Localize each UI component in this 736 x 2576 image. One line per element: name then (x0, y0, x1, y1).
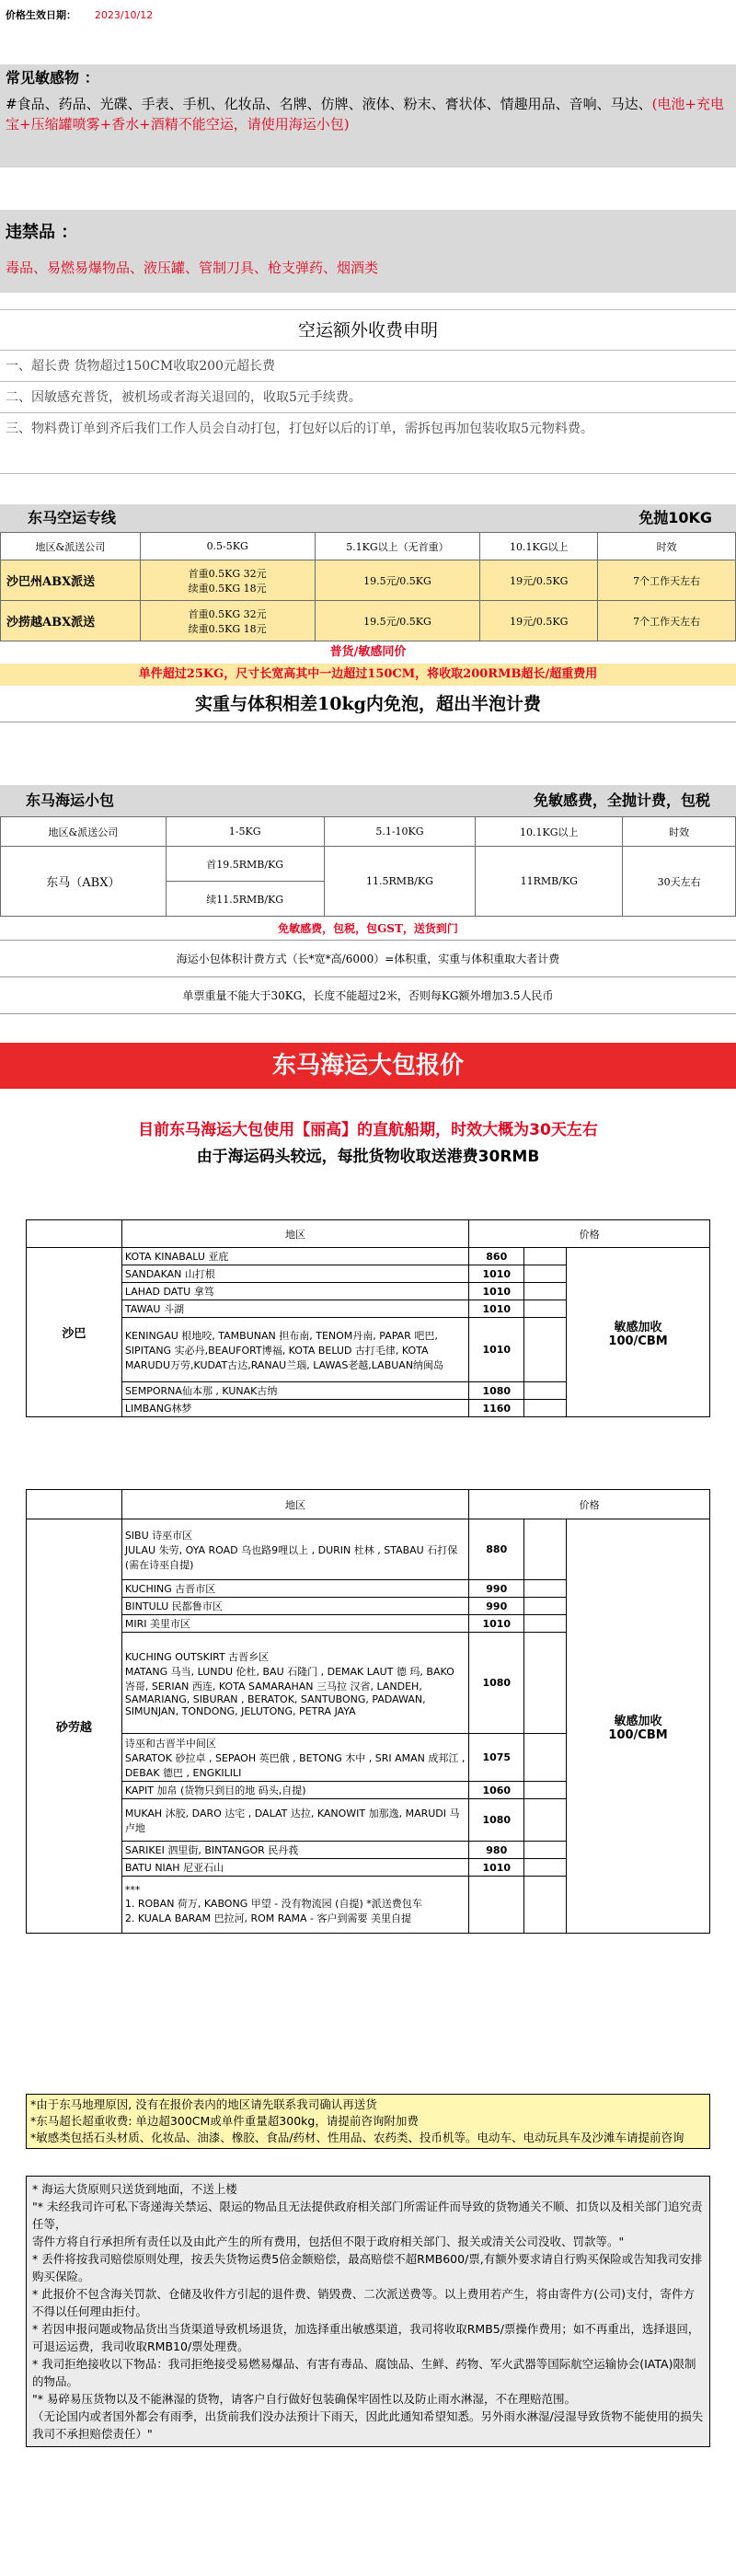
shipping-notes-grey (26, 2176, 710, 2447)
spacer-cell (524, 1382, 567, 1400)
area-cell: LIMBANG林梦 (121, 1400, 468, 1417)
column-header: 时效 (598, 533, 736, 560)
sensitive-items-list: #食品、药品、光碟、手表、手机、化妆品、名牌、仿牌、液体、粉末、膏状体、情趣用品、音响、马达、 (6, 96, 652, 112)
transit-time-cell: 30天左右 (623, 847, 736, 917)
note-line: *由于东马地理原因, 没有在报价表内的地区请先联系我司确认再送货 (30, 2097, 377, 2111)
surcharge-item: 一、超长费 货物超过150CM收取200元超长费 (0, 351, 736, 382)
effective-date-label: 价格生效日期： (6, 9, 76, 21)
shipping-notes-yellow (26, 2094, 710, 2149)
surcharge-section (0, 309, 736, 474)
note-line: 寄件方将自行承担所有责任以及由此产生的所有费用，包括但不限于政府相关部门、报关或清关公司没收、罚款等。" (32, 2235, 625, 2248)
price-cell: 11.5RMB/KG (324, 847, 476, 917)
table-row (1, 560, 736, 601)
price-cell: 11RMB/KG (476, 847, 623, 917)
spacer-cell (524, 1877, 567, 1934)
price-cell: 1080 (469, 1633, 524, 1734)
note-line: * 我司拒绝接收以下物品：我司拒绝接受易燃易爆品、有害有毒品、腐蚀品、生鲜、药物、军火武器等国际航空运输协会(IATA)限制的物品。 (32, 2357, 696, 2388)
area-cell: *** 1. ROBAN 荷万, KABONG 甲望 - 没有物流园 (自提) *派送费包车 2. KUALA BARAM 巴拉河, ROM RAMA - 客户到需要 美里自提 (121, 1877, 468, 1934)
area-cell: KOTA KINABALU 亚庇 (121, 1248, 468, 1265)
spacer-cell (524, 1615, 567, 1633)
sea-big-banner: 东马海运大包报价 (0, 1043, 736, 1089)
price-cell: 1010 (469, 1859, 524, 1877)
price-cell: 19.5元/0.5KG (315, 601, 480, 641)
first-weight-price: 首重0.5KG 32元 (188, 607, 267, 620)
sensitive-items-text (6, 94, 730, 134)
prohibited-list: 毒品、易燃易爆物品、液压罐、管制刀具、枪支弹药、烟酒类 (6, 260, 379, 276)
area-cell: KUCHING OUTSKIRT 古晋乡区 MATANG 马当, LUNDU 伦杜, BAU 石隆门 , DEMAK LAUT 德 玛, BAKO 峇哥, SERIAN 西连, KOTA SAMARAHAN 三马拉 汉省, LANDEH, SAMARIANG, SIBURAN , BERATOK, SANTUBONG, PADAWAN, SIMUNJAN, TONDONG, JELUTONG, PETRA JAYA (121, 1633, 468, 1734)
column-header: 5.1KG以上（无首重） (315, 533, 480, 560)
table-header-row (1, 533, 736, 560)
spacer-cell (524, 1859, 567, 1877)
spacer-cell (524, 1598, 567, 1615)
first-weight-cell (140, 601, 315, 641)
area-cell: SIBU 诗巫市区 JULAU 朱劳, OYA ROAD 乌也路9哩以上 , DURIN 杜林 , STABAU 石打保 (需在诗巫自提) (121, 1519, 468, 1580)
prohibited-title: 违禁品 ： (6, 223, 78, 242)
column-header: 时效 (623, 817, 736, 847)
region-cell: 沙捞越ABX派送 (1, 601, 141, 641)
extra-weight-price: 续重0.5KG 18元 (188, 622, 267, 635)
spacer-cell (524, 1799, 567, 1842)
column-header: 1-5KG (166, 817, 324, 847)
sea-small-header (0, 785, 736, 816)
price-cell: 19.5元/0.5KG (315, 560, 480, 601)
price-cell: 990 (469, 1598, 524, 1615)
price-cell: 19元/0.5KG (480, 601, 598, 641)
region-cell: 沙巴州ABX派送 (1, 560, 141, 601)
sensitive-items-warning: (电池+充电宝+压缩罐喷雾+香水+酒精不能空运，请使用海运小包) (6, 96, 724, 133)
extra-weight-price: 续重0.5KG 18元 (188, 582, 267, 595)
price-cell: 1160 (469, 1400, 524, 1417)
spacer-cell (524, 1400, 567, 1417)
spacer-cell (524, 1580, 567, 1598)
price-header: 价格 (469, 1490, 710, 1519)
sabah-price-table (26, 1219, 710, 1417)
area-cell: TAWAU 斗湖 (121, 1300, 468, 1318)
spacer-cell (524, 1283, 567, 1300)
column-header: 10.1KG以上 (480, 533, 598, 560)
column-header: 5.1-10KG (324, 817, 476, 847)
sensitive-surcharge-cell: 敏感加收 100/CBM (567, 1248, 710, 1417)
note-line: *东马超长超重收费: 单边超300CM或单件重量超300kg，请提前咨询附加费 (30, 2114, 419, 2128)
price-cell: 19元/0.5KG (480, 560, 598, 601)
surcharge-title: 空运额外收费申明 (0, 310, 736, 351)
area-cell: LAHAD DATU 拿笃 (121, 1283, 468, 1300)
price-cell: 1080 (469, 1799, 524, 1842)
table-header-row (1, 817, 736, 847)
area-cell: BATU NIAH 尼亚石山 (121, 1859, 468, 1877)
area-header: 地区 (121, 1490, 468, 1519)
price-cell: 1080 (469, 1382, 524, 1400)
table-row (1, 847, 736, 882)
area-cell: SARIKEI 泗里街, BINTANGOR 民丹莪 (121, 1842, 468, 1859)
area-cell: KENINGAU 根地咬, TAMBUNAN 担布南, TENOM丹南, PAPAR 吧巴, SIPITANG 实必丹,BEAUFORT博福, KOTA BELUD 古打毛律, KOTA MARUDU万劳,KUDAT古达,RANAU兰瑙, LAWAS老越,LABUAN纳闽岛 (121, 1318, 468, 1382)
sea-small-title: 东马海运小包 (26, 791, 115, 809)
first-weight-price: 首19.5RMB/KG (166, 847, 324, 882)
air-freight-oversize-note: 单件超过25KG，尺寸长宽高其中一边超过150CM，将收取200RMB超长/超重费用 (0, 664, 736, 686)
note-line: * 丢件将按我司赔偿原则处理，按丢失货物运费5倍金额赔偿，最高赔偿不超RMB600/票,有额外要求请自行购买保险或告知我司安排购买保险。 (32, 2252, 703, 2283)
column-header: 10.1KG以上 (476, 817, 623, 847)
price-cell: 1010 (469, 1283, 524, 1300)
sea-big-port-fee: 由于海运码头较远，每批货物收取送港费30RMB (196, 1148, 540, 1166)
note-line: （无论国内或者国外都会有雨季，出货前我们没办法预计下雨天，因此此通知希望知悉。另外雨水淋湿/浸湿导致货物不能使用的损失我司不承担赔偿责任）" (32, 2409, 704, 2441)
price-cell (469, 1877, 524, 1934)
sea-small-included-note: 免敏感费，包税，包GST，送货到门 (0, 917, 736, 941)
effective-date-value: 2023/10/12 (94, 9, 154, 21)
price-cell: 1010 (469, 1300, 524, 1318)
sea-big-subtitle: 目前东马海运大包使用【丽高】的直航船期，时效大概为30天左右 (138, 1121, 598, 1139)
note-line: * 若因申报问题或物品货出当货渠道导致机场退货，加选择重出敏感渠道，我司将收取RMB5/票操作费用；如不再重出，选择退回，可退运运费，我司收取RMB10/票处理费。 (32, 2322, 700, 2353)
sea-small-volume-note: 海运小包体积计费方式（长*宽*高/6000）=体积重，实重与体积重取大者计费 (0, 941, 736, 977)
air-freight-section (0, 504, 736, 722)
area-cell: 诗巫和古晋半中间区 SARATOK 砂拉卓 , SEPAOH 英巴俄 , BETONG 木中 , SRI AMAN 成邦江 , DEBAK 德巴 , ENGKILILI (121, 1734, 468, 1782)
area-cell: BINTULU 民都鲁市区 (121, 1598, 468, 1615)
price-cell: 1010 (469, 1318, 524, 1382)
state-cell: 砂劳越 (27, 1519, 122, 1934)
first-weight-price: 首重0.5KG 32元 (188, 567, 267, 580)
air-freight-note: 免抛10KG (638, 509, 712, 526)
first-weight-cell (140, 560, 315, 601)
spacer-cell (524, 1842, 567, 1859)
sea-small-note: 免敏感费，全抛计费，包税 (533, 791, 710, 809)
transit-time-cell: 7个工作天左右 (598, 601, 736, 641)
air-freight-table (0, 532, 736, 641)
surcharge-item: 二、因敏感充普货，被机场或者海关退回的，收取5元手续费。 (0, 382, 736, 413)
price-cell: 880 (469, 1519, 524, 1580)
sea-small-table (0, 816, 736, 917)
spacer-cell (524, 1318, 567, 1382)
price-cell: 860 (469, 1248, 524, 1265)
column-header: 地区&派送公司 (1, 817, 167, 847)
air-freight-header (0, 504, 736, 532)
table-row (1, 601, 736, 641)
price-cell: 980 (469, 1842, 524, 1859)
prohibited-section (0, 210, 736, 293)
spacer-cell (524, 1633, 567, 1734)
sarawak-price-table (26, 1489, 710, 1934)
note-line: "* 未经我司许可私下寄递海关禁运、限运的物品且无法提供政府相关部门所需证件而导致的货物通关不顺、扣货以及相关部门追究责任等， (32, 2200, 703, 2231)
price-cell: 1060 (469, 1782, 524, 1799)
table-row (27, 1519, 710, 1580)
air-freight-title: 东马空运专线 (28, 509, 117, 526)
price-header: 价格 (469, 1220, 710, 1248)
sensitive-surcharge-cell: 敏感加收 100/CBM (567, 1519, 710, 1934)
state-cell: 沙巴 (27, 1248, 122, 1417)
note-line: * 此报价不包含海关罚款、仓储及收件方引起的退件费、销毁费、二次派送费等。以上费用若产生，将由寄件方(公司)支付，寄件方不得以任何理由拒付。 (32, 2287, 695, 2318)
transit-time-cell: 7个工作天左右 (598, 560, 736, 601)
area-cell: MIRI 美里市区 (121, 1615, 468, 1633)
sea-small-limit-note: 单票重量不能大于30KG，长度不能超过2米，否则每KG额外增加3.5人民币 (0, 977, 736, 1014)
spacer-cell (524, 1300, 567, 1318)
air-freight-same-price-note: 普货/敏感同价 (329, 645, 407, 659)
surcharge-item: 三、物料费订单到齐后我们工作人员会自动打包，打包好以后的订单，需拆包再加包装收取5元物料费。 (6, 422, 593, 436)
area-cell: MUKAH 沐胶, DARO 达宅 , DALAT 达拉, KANOWIT 加那逸, MARUDI 马卢地 (121, 1799, 468, 1842)
area-cell: SANDAKAN 山打根 (121, 1265, 468, 1283)
column-header: 地区&派送公司 (1, 533, 141, 560)
column-header: 0.5-5KG (140, 533, 315, 560)
spacer-cell (524, 1782, 567, 1799)
price-cell: 1075 (469, 1734, 524, 1782)
note-line: *敏感类包括石头材质、化妆品、油漆、橡胶、食品/药材、性用品、农药类、投币机等。电动车、电动玩具车及沙滩车请提前咨询 (30, 2131, 684, 2144)
note-line: "* 易碎易压货物以及不能淋湿的货物，请客户自行做好包装确保牢固性以及防止雨水淋湿，不在理赔范围。 (32, 2392, 576, 2406)
area-cell: KUCHING 古晋市区 (121, 1580, 468, 1598)
spacer-cell (524, 1519, 567, 1580)
price-cell: 1010 (469, 1265, 524, 1283)
extra-weight-price: 续11.5RMB/KG (166, 882, 324, 917)
note-line: * 海运大货原则只送货到地面，不送上楼 (32, 2182, 237, 2196)
area-header: 地区 (121, 1220, 468, 1248)
effective-date-row (6, 7, 153, 22)
table-row (27, 1248, 710, 1265)
price-cell: 990 (469, 1580, 524, 1598)
sensitive-items-title: 常见敏感物 ： (6, 69, 99, 87)
sea-small-parcel-section (0, 785, 736, 1014)
spacer-cell (524, 1734, 567, 1782)
spacer-cell (524, 1265, 567, 1283)
region-cell: 东马（ABX） (1, 847, 167, 917)
area-cell: SEMPORNA仙本那 , KUNAK古纳 (121, 1382, 468, 1400)
sensitive-items-section (0, 64, 736, 167)
area-cell: KAPIT 加帛 (货物只到目的地 码头,自提) (121, 1782, 468, 1799)
price-cell: 1010 (469, 1615, 524, 1633)
air-freight-volume-note: 实重与体积相差10kg内免泡，超出半泡计费 (0, 686, 736, 722)
spacer-cell (524, 1248, 567, 1265)
